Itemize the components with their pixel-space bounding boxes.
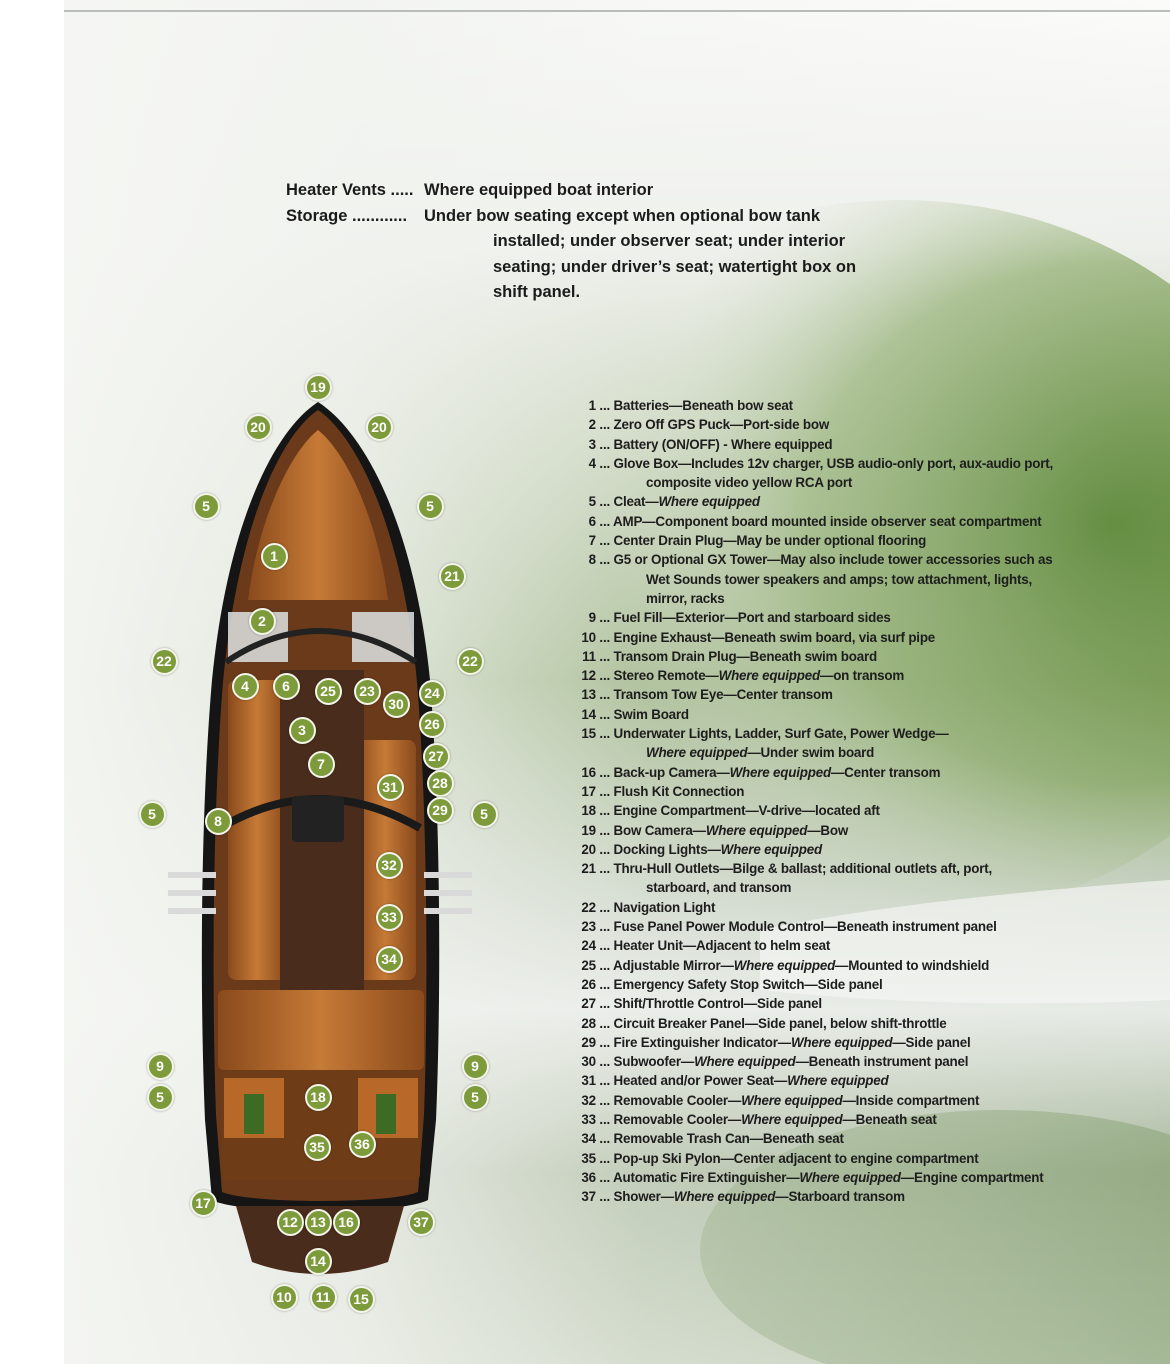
legend-line: [566, 917, 1086, 936]
legend-text: Fuel Fill—Exterior—Port and starboard sides: [613, 610, 891, 626]
marker-32[interactable]: 32: [376, 852, 403, 879]
marker-34[interactable]: 34: [376, 946, 403, 973]
marker-30[interactable]: 30: [383, 691, 410, 718]
legend-item: [566, 1187, 1086, 1206]
legend-number: 9 ...: [588, 610, 610, 626]
legend-number: 16 ...: [581, 764, 610, 780]
legend-line: [566, 666, 1086, 685]
legend-line: [566, 492, 1086, 511]
legend-text: Swim Board: [613, 706, 689, 722]
legend-number: 36 ...: [581, 1169, 610, 1185]
legend-item: [566, 396, 1086, 415]
legend-item: [566, 1149, 1086, 1168]
legend-item: [566, 492, 1086, 511]
legend-text: Heated and/or Power Seat—: [613, 1073, 788, 1089]
legend-item: [566, 840, 1086, 859]
legend-item: [566, 975, 1086, 994]
legend-line: [566, 454, 1086, 473]
legend-text: Bow Camera—: [613, 822, 706, 838]
marker-13[interactable]: 13: [305, 1209, 332, 1236]
legend-item: [566, 956, 1086, 975]
legend-item: [566, 917, 1086, 936]
legend-line: [566, 1052, 1086, 1071]
legend-text: Where equipped: [718, 668, 820, 684]
legend-text: —on transom: [820, 668, 905, 684]
legend-item: [566, 994, 1086, 1013]
legend-text: composite video yellow RCA port: [646, 475, 853, 491]
legend-number: 3 ...: [588, 436, 610, 452]
legend-number: 37 ...: [581, 1189, 610, 1205]
legend-line: [566, 1033, 1086, 1052]
legend-text: Where equipped: [720, 841, 822, 857]
port-seating: [228, 680, 286, 980]
marker-4[interactable]: 4: [232, 673, 259, 700]
marker-11[interactable]: 11: [310, 1284, 337, 1311]
legend-text: Where equipped: [646, 745, 748, 761]
marker-5[interactable]: 5: [471, 801, 498, 828]
legend-text: Where equipped: [741, 1092, 843, 1108]
legend-line: [566, 531, 1086, 550]
legend-item: [566, 435, 1086, 454]
legend-number: 29 ...: [581, 1034, 610, 1050]
legend-text: Navigation Light: [613, 899, 716, 915]
legend-text: Battery (ON/OFF) - Where equipped: [613, 436, 833, 452]
intro-row: Storage ............ Under bow seating except when optional bow tank: [286, 206, 821, 225]
legend-text: Wet Sounds tower speakers and amps; tow attachment, lights,: [646, 571, 1033, 587]
marker-6[interactable]: 6: [273, 673, 300, 700]
legend-number: 20 ...: [581, 841, 610, 857]
intro-row: Heater Vents ..... Where equipped boat interior: [286, 181, 654, 199]
marker-12[interactable]: 12: [277, 1209, 304, 1236]
legend-number: 13 ...: [581, 687, 610, 703]
marker-16[interactable]: 16: [333, 1209, 360, 1236]
legend-text: Circuit Breaker Panel—Side panel, below shift-throttle: [613, 1015, 947, 1031]
legend-line: [566, 1129, 1086, 1148]
legend-number: 22 ...: [581, 899, 610, 915]
legend-text: Where equipped: [705, 822, 808, 838]
legend-line: [566, 608, 1086, 627]
intro-row: shift panel.: [493, 283, 581, 301]
legend-number: 2 ...: [588, 417, 610, 433]
legend-item: [566, 628, 1086, 647]
legend-text: —Inside compartment: [842, 1092, 980, 1108]
marker-10[interactable]: 10: [271, 1284, 298, 1311]
legend-number: 31 ...: [581, 1073, 610, 1089]
legend-item: [566, 936, 1086, 955]
legend-number: 6 ...: [588, 513, 610, 529]
legend-number: 19 ...: [581, 822, 610, 838]
marker-22[interactable]: 22: [151, 648, 178, 675]
marker-20[interactable]: 20: [245, 414, 272, 441]
legend-text: Automatic Fire Extinguisher—: [613, 1169, 800, 1185]
marker-8[interactable]: 8: [205, 808, 232, 835]
legend-text: —Center transom: [830, 764, 941, 780]
intro-row: installed; under observer seat; under interior: [493, 232, 846, 250]
legend-text: Removable Trash Can—Beneath seat: [613, 1131, 844, 1147]
legend-text: —Engine compartment: [900, 1169, 1044, 1185]
legend-text: Shower—: [613, 1189, 674, 1205]
legend-item: [566, 531, 1086, 550]
legend-text: —Side panel: [892, 1034, 971, 1050]
legend-text: —Starboard transom: [775, 1189, 905, 1205]
marker-15[interactable]: 15: [348, 1286, 375, 1313]
legend-line: [566, 1110, 1086, 1129]
legend-text: Where equipped: [790, 1034, 893, 1050]
legend-line: [566, 956, 1086, 975]
legend-number: 8 ...: [588, 552, 610, 568]
legend-line: [566, 1168, 1086, 1187]
legend-number: 24 ...: [581, 938, 610, 954]
marker-18[interactable]: 18: [305, 1084, 332, 1111]
legend-number: 15 ...: [581, 726, 610, 742]
legend-text: Removable Cooler—: [613, 1092, 742, 1108]
legend-number: 28 ...: [581, 1015, 610, 1031]
legend-text: Fuse Panel Power Module Control—Beneath instrument panel: [613, 919, 997, 935]
legend-text: Where equipped: [729, 764, 831, 780]
legend-text: Where equipped: [733, 957, 836, 973]
marker-2[interactable]: 2: [249, 608, 276, 635]
legend-text: Center Drain Plug—May be under optional flooring: [613, 533, 927, 549]
legend-line: [566, 512, 1086, 531]
marker-3[interactable]: 3: [289, 717, 316, 744]
legend-text: Stereo Remote—: [613, 668, 719, 684]
legend-item: [566, 1033, 1086, 1052]
legend-line: [566, 705, 1086, 724]
legend-item: [566, 763, 1086, 782]
legend-item: [566, 685, 1086, 704]
marker-9[interactable]: 9: [147, 1053, 174, 1080]
legend-item: [566, 415, 1086, 434]
legend-number: 25 ...: [581, 957, 610, 973]
legend-item: [566, 1071, 1086, 1090]
legend-item: [566, 666, 1086, 685]
legend-text: Adjustable Mirror—: [613, 957, 734, 973]
legend-item: [566, 1168, 1086, 1187]
marker-36[interactable]: 36: [349, 1131, 376, 1158]
legend-item: [566, 1052, 1086, 1071]
legend-line: [566, 898, 1086, 917]
legend-list: [566, 396, 1086, 1206]
legend-line: [566, 1071, 1086, 1090]
legend-item: [566, 454, 1086, 493]
intro-row: seating; under driver’s seat; watertight box on: [493, 257, 857, 276]
legend-text: Docking Lights—: [613, 841, 721, 857]
legend-line: [566, 415, 1086, 434]
marker-28[interactable]: 28: [427, 770, 454, 797]
legend-number: 33 ...: [581, 1111, 610, 1127]
legend-line: [566, 1014, 1086, 1033]
marker-5[interactable]: 5: [139, 801, 166, 828]
legend-item: [566, 898, 1086, 917]
marker-29[interactable]: 29: [427, 797, 454, 824]
legend-text: —Mounted to windshield: [835, 957, 990, 973]
marker-33[interactable]: 33: [376, 904, 403, 931]
marker-5[interactable]: 5: [147, 1084, 174, 1111]
legend-line: [566, 743, 1086, 762]
legend-item: [566, 512, 1086, 531]
legend-line: [566, 994, 1086, 1013]
legend-item: [566, 1129, 1086, 1148]
legend-text: Engine Exhaust—Beneath swim board, via surf pipe: [613, 629, 936, 645]
legend-item: [566, 859, 1086, 898]
legend-item: [566, 1110, 1086, 1129]
legend-line: [566, 1091, 1086, 1110]
legend-line: [566, 1187, 1086, 1206]
legend-line: [566, 878, 1086, 897]
marker-7[interactable]: 7: [308, 751, 335, 778]
legend-number: 1 ...: [588, 398, 610, 413]
legend-text: Glove Box—Includes 12v charger, USB audio-only port, aux-audio port,: [613, 455, 1054, 471]
accent-right: [376, 1094, 396, 1134]
marker-37[interactable]: 37: [408, 1209, 435, 1236]
legend-item: [566, 782, 1086, 801]
legend-number: 12 ...: [581, 668, 610, 684]
legend-text: G5 or Optional GX Tower—May also include tower accessories such as: [613, 552, 1053, 568]
legend-text: Transom Drain Plug—Beneath swim board: [613, 648, 877, 664]
legend-text: AMP—Component board mounted inside observer seat compartment: [613, 513, 1042, 529]
legend-number: 17 ...: [581, 783, 610, 799]
legend-text: Batteries—Beneath bow seat: [613, 398, 793, 413]
legend-text: Underwater Lights, Ladder, Surf Gate, Power Wedge—: [613, 726, 949, 742]
legend-number: 18 ...: [581, 803, 610, 819]
marker-1[interactable]: 1: [261, 543, 288, 570]
legend-text: Subwoofer—: [613, 1054, 695, 1070]
legend-number: 21 ...: [581, 861, 610, 877]
legend-number: 10 ...: [581, 629, 610, 645]
legend-line: [566, 936, 1086, 955]
legend-text: Where equipped: [741, 1111, 843, 1127]
legend-item: [566, 801, 1086, 820]
legend-line: [566, 840, 1086, 859]
legend-text: Where equipped: [799, 1169, 901, 1185]
marker-19[interactable]: 19: [305, 374, 332, 401]
legend-line: [566, 550, 1086, 569]
marker-20[interactable]: 20: [366, 414, 393, 441]
legend-number: 35 ...: [581, 1150, 610, 1166]
legend-text: Where equipped: [658, 494, 760, 510]
legend-text: Shift/Throttle Control—Side panel: [613, 996, 822, 1012]
tower-box: [292, 796, 344, 842]
legend-number: 5 ...: [588, 494, 610, 510]
legend-text: Fire Extinguisher Indicator—: [613, 1034, 791, 1050]
legend-text: Back-up Camera—: [613, 764, 730, 780]
marker-35[interactable]: 35: [304, 1134, 331, 1161]
legend-text: Emergency Safety Stop Switch—Side panel: [613, 976, 883, 992]
legend-text: Cleat—: [613, 494, 659, 510]
marker-5[interactable]: 5: [417, 493, 444, 520]
marker-24[interactable]: 24: [419, 680, 446, 707]
legend-item: [566, 608, 1086, 627]
legend-line: [566, 473, 1086, 492]
marker-21[interactable]: 21: [439, 563, 466, 590]
legend-number: 26 ...: [581, 976, 610, 992]
legend-line: [566, 570, 1086, 589]
legend-text: —Beneath seat: [842, 1111, 937, 1127]
legend-line: [566, 801, 1086, 820]
legend-line: [566, 396, 1086, 415]
legend-item: [566, 705, 1086, 724]
legend-line: [566, 821, 1086, 840]
legend-text: —Bow: [807, 822, 849, 838]
legend-line: [566, 724, 1086, 743]
legend-number: 30 ...: [581, 1054, 610, 1070]
legend-number: 23 ...: [581, 919, 610, 935]
legend-number: 11 ...: [582, 648, 610, 664]
marker-31[interactable]: 31: [377, 774, 404, 801]
legend-item: [566, 1091, 1086, 1110]
marker-9[interactable]: 9: [462, 1053, 489, 1080]
legend-text: Flush Kit Connection: [613, 783, 745, 799]
legend-number: 14 ...: [581, 706, 610, 722]
marker-14[interactable]: 14: [305, 1248, 332, 1275]
legend-text: Transom Tow Eye—Center transom: [613, 687, 833, 703]
rear-bench: [218, 990, 424, 1070]
legend-line: [566, 763, 1086, 782]
legend-item: [566, 1014, 1086, 1033]
legend-number: 27 ...: [581, 996, 610, 1012]
marker-22[interactable]: 22: [457, 648, 484, 675]
legend-text: —Beneath instrument panel: [795, 1054, 969, 1070]
marker-27[interactable]: 27: [423, 743, 450, 770]
legend-text: starboard, and transom: [646, 880, 792, 896]
legend-number: 32 ...: [581, 1092, 610, 1108]
marker-5[interactable]: 5: [193, 493, 220, 520]
legend-text: mirror, racks: [646, 590, 725, 606]
legend-text: —Under swim board: [747, 745, 875, 761]
marker-17[interactable]: 17: [190, 1190, 217, 1217]
legend-number: 4 ...: [588, 455, 610, 471]
legend-text: Pop-up Ski Pylon—Center adjacent to engine compartment: [613, 1150, 979, 1166]
legend-line: [566, 589, 1086, 608]
legend-text: Removable Cooler—: [613, 1111, 742, 1127]
legend-line: [566, 1149, 1086, 1168]
legend-text: Where equipped: [787, 1073, 889, 1089]
legend-item: [566, 821, 1086, 840]
legend-text: Thru-Hull Outlets—Bilge & ballast; additional outlets aft, port,: [613, 861, 993, 877]
legend-item: [566, 724, 1086, 763]
legend-text: Where equipped: [673, 1189, 776, 1205]
legend-item: [566, 647, 1086, 666]
legend-line: [566, 685, 1086, 704]
legend-text: Zero Off GPS Puck—Port-side bow: [613, 417, 830, 433]
marker-25[interactable]: 25: [315, 678, 342, 705]
marker-23[interactable]: 23: [354, 678, 381, 705]
legend-line: [566, 782, 1086, 801]
legend-text: Engine Compartment—V-drive—located aft: [613, 803, 880, 819]
legend-line: [566, 647, 1086, 666]
legend-number: 7 ...: [588, 533, 610, 549]
legend-line: [566, 859, 1086, 878]
legend-number: 34 ...: [581, 1131, 610, 1147]
legend-line: [566, 628, 1086, 647]
legend-text: Where equipped: [694, 1054, 796, 1070]
bow-seating: [248, 430, 388, 600]
marker-5[interactable]: 5: [462, 1084, 489, 1111]
legend-text: Heater Unit—Adjacent to helm seat: [613, 938, 831, 954]
accent-left: [244, 1094, 264, 1134]
marker-26[interactable]: 26: [419, 711, 446, 738]
legend-item: [566, 550, 1086, 608]
legend-line: [566, 435, 1086, 454]
legend-line: [566, 975, 1086, 994]
